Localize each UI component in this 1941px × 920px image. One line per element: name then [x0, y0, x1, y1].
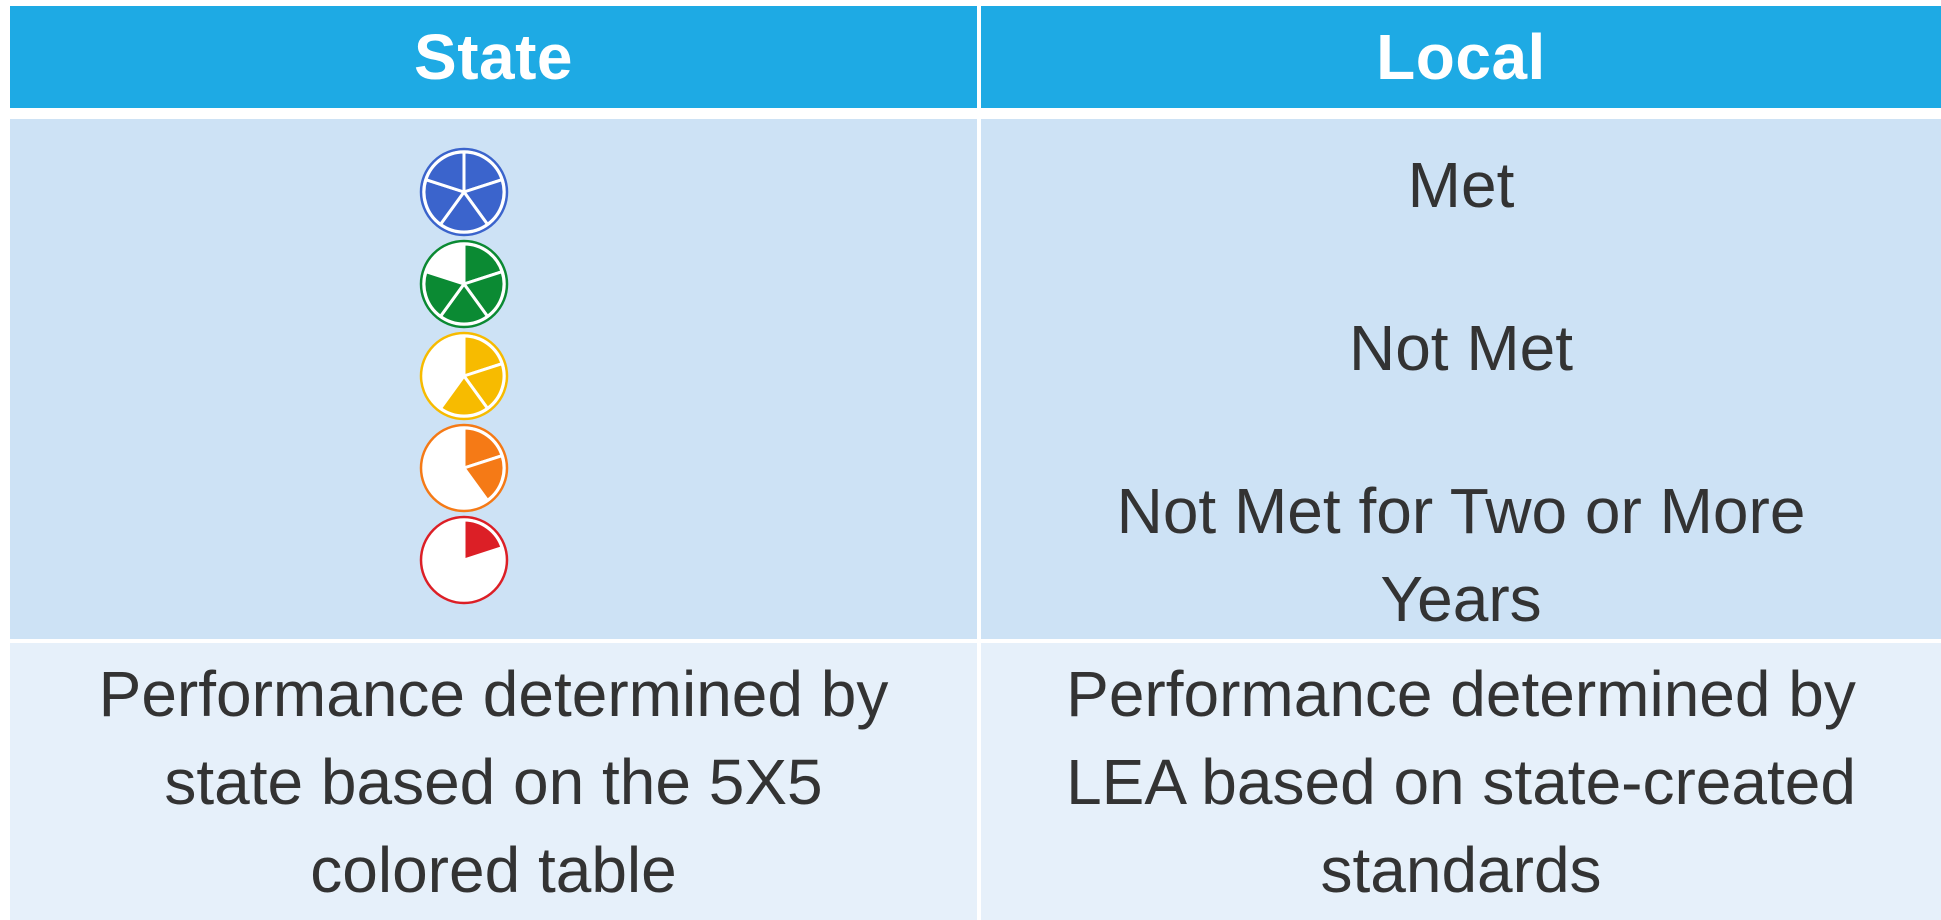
pie-2-of-5-icon — [419, 423, 509, 513]
column-header-local — [981, 6, 1941, 108]
state-description-cell — [10, 643, 977, 920]
local-level-not-met-two-years: Not Met for Two or More Years — [1116, 475, 1806, 635]
state-description: Performance determined by state based on the 5X5 colored table — [98, 657, 889, 906]
local-level-met: Met — [1407, 149, 1515, 221]
local-level-not-met: Not Met — [1348, 312, 1574, 384]
state-indicators-cell — [10, 119, 977, 639]
state-indicator-stack — [419, 147, 529, 605]
pie-3-of-5-icon — [419, 331, 509, 421]
pie-5-of-5-icon — [419, 147, 509, 237]
indicator-table — [10, 6, 1941, 920]
local-levels-cell — [981, 119, 1941, 639]
local-description-cell — [981, 643, 1941, 920]
pie-1-of-5-icon — [419, 515, 509, 605]
column-header-local-label: Local — [1376, 21, 1546, 93]
local-description: Performance determined by LEA based on state-created standards — [1066, 657, 1856, 906]
column-header-state-label: State — [414, 21, 573, 93]
pie-4-of-5-icon — [419, 239, 509, 329]
column-header-state — [10, 6, 977, 108]
